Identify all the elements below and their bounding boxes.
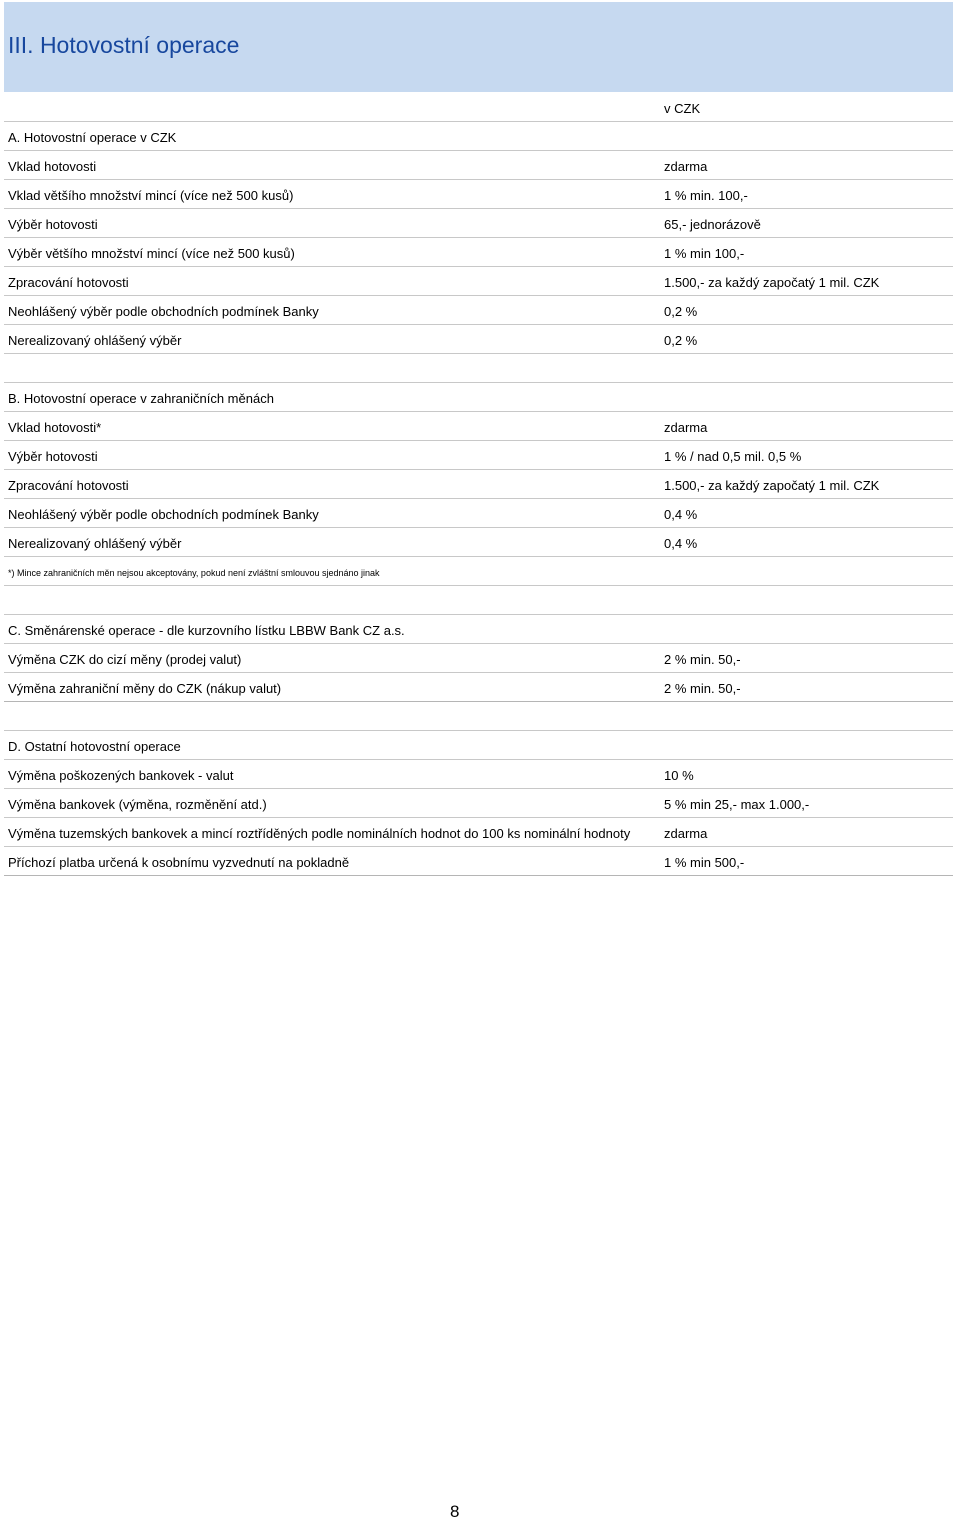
- section-a-heading-row: [4, 122, 953, 151]
- table-row: [4, 209, 953, 238]
- page-number: 8: [450, 1502, 460, 1521]
- section-divider: [4, 702, 953, 731]
- footnote: *) Mince zahraničních měn nejsou akceptovány, pokud není zvláštní smlouvou sjednáno jinak: [8, 568, 380, 578]
- row-label: Příchozí platba určená k osobnímu vyzvednutí na pokladně: [8, 855, 350, 870]
- table-row: [4, 296, 953, 325]
- row-value: 0,4 %: [664, 536, 698, 551]
- row-label: Výměna poškozených bankovek - valut: [8, 768, 234, 783]
- table-row: [4, 267, 953, 296]
- currency-label: v CZK: [664, 101, 701, 116]
- row-label: Zpracování hotovosti: [8, 478, 129, 493]
- row-value: 1.500,- za každý započatý 1 mil. CZK: [664, 478, 880, 493]
- section-a-heading: A. Hotovostní operace v CZK: [8, 130, 177, 145]
- section-divider: [4, 586, 953, 615]
- table-row: [4, 673, 953, 702]
- row-label: Výběr většího množství mincí (více než 500 kusů): [8, 246, 295, 261]
- row-value: 10 %: [664, 768, 694, 783]
- table-row: [4, 644, 953, 673]
- row-label: Výměna CZK do cizí měny (prodej valut): [8, 652, 242, 667]
- table-row: [4, 847, 953, 876]
- fee-table: [4, 93, 953, 876]
- footnote-row: [4, 557, 953, 586]
- row-value: zdarma: [664, 826, 708, 841]
- row-label: Neohlášený výběr podle obchodních podmínek Banky: [8, 507, 319, 522]
- section-divider: [4, 354, 953, 383]
- table-row: [4, 441, 953, 470]
- row-value: zdarma: [664, 159, 708, 174]
- page-title-banner: [4, 2, 953, 92]
- row-value: 2 % min. 50,-: [664, 652, 741, 667]
- row-label: Výběr hotovosti: [8, 217, 98, 232]
- row-label: Vklad hotovosti*: [8, 420, 102, 435]
- row-label: Výměna bankovek (výměna, rozměnění atd.): [8, 797, 267, 812]
- section-c-heading: C. Směnárenské operace - dle kurzovního lístku LBBW Bank CZ a.s.: [8, 623, 405, 638]
- row-value: 1 % min. 100,-: [664, 188, 748, 203]
- row-label: Neohlášený výběr podle obchodních podmínek Banky: [8, 304, 319, 319]
- row-value: zdarma: [664, 420, 708, 435]
- table-row: [4, 528, 953, 557]
- row-value: 0,2 %: [664, 304, 698, 319]
- row-value: 1 % / nad 0,5 mil. 0,5 %: [664, 449, 802, 464]
- section-c-heading-row: [4, 615, 953, 644]
- section-d-heading-row: [4, 731, 953, 760]
- page-title: III. Hotovostní operace: [8, 32, 240, 58]
- table-row: [4, 238, 953, 267]
- row-value: 65,- jednorázově: [664, 217, 761, 232]
- section-d-heading: D. Ostatní hotovostní operace: [8, 739, 181, 754]
- row-label: Vklad většího množství mincí (více než 500 kusů): [8, 188, 294, 203]
- row-label: Nerealizovaný ohlášený výběr: [8, 536, 182, 551]
- table-row: [4, 151, 953, 180]
- table-row: [4, 818, 953, 847]
- row-value: 0,2 %: [664, 333, 698, 348]
- currency-row: [4, 93, 953, 122]
- row-value: 2 % min. 50,-: [664, 681, 741, 696]
- row-value: 5 % min 25,- max 1.000,-: [664, 797, 810, 812]
- row-label: Nerealizovaný ohlášený výběr: [8, 333, 182, 348]
- table-row: [4, 470, 953, 499]
- row-label: Vklad hotovosti: [8, 159, 97, 174]
- table-row: [4, 412, 953, 441]
- table-row: [4, 180, 953, 209]
- section-b-heading-row: [4, 383, 953, 412]
- row-value: 1 % min 100,-: [664, 246, 745, 261]
- section-b-heading: B. Hotovostní operace v zahraničních měnách: [8, 391, 274, 406]
- row-label: Výměna tuzemských bankovek a mincí roztříděných podle nominálních hodnot do 100 ks nominální hodnoty: [8, 826, 631, 841]
- row-label: Zpracování hotovosti: [8, 275, 129, 290]
- row-label: Výběr hotovosti: [8, 449, 98, 464]
- row-value: 1 % min 500,-: [664, 855, 745, 870]
- table-row: [4, 325, 953, 354]
- table-row: [4, 760, 953, 789]
- row-value: 0,4 %: [664, 507, 698, 522]
- row-value: 1.500,- za každý započatý 1 mil. CZK: [664, 275, 880, 290]
- table-row: [4, 789, 953, 818]
- row-label: Výměna zahraniční měny do CZK (nákup valut): [8, 681, 282, 696]
- table-row: [4, 499, 953, 528]
